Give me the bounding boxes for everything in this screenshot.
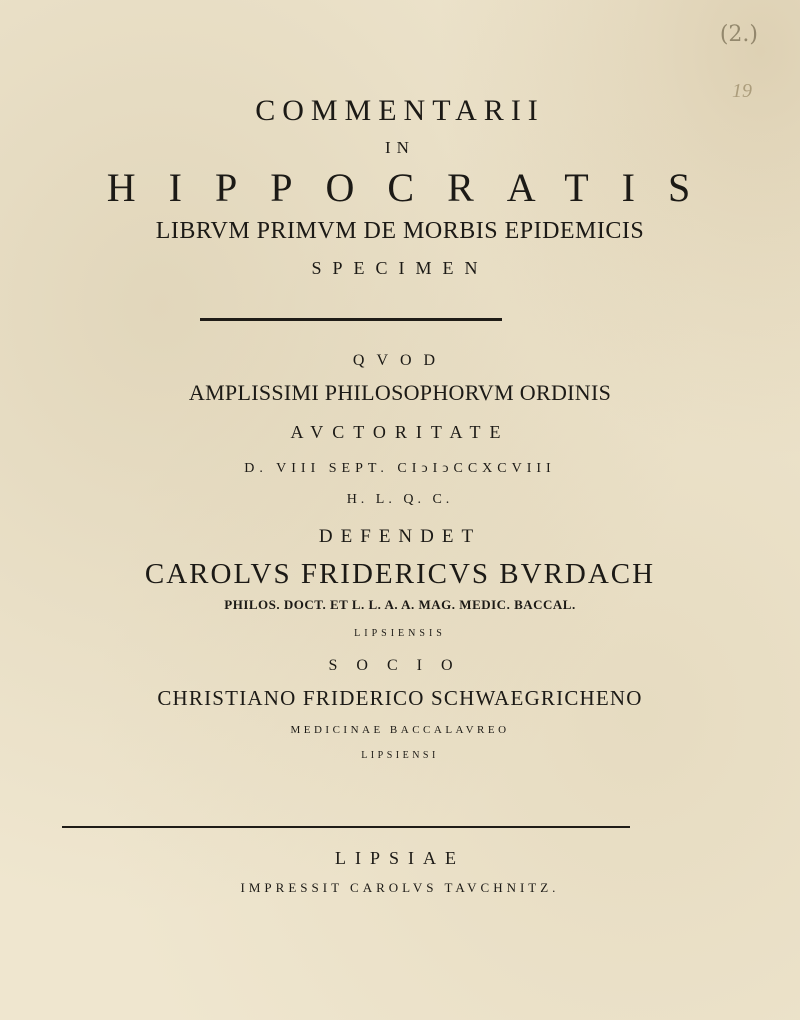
page-number-mark: 19 <box>732 80 752 102</box>
imprint-printer: IMPRESSIT CAROLVS TAVCHNITZ. <box>240 880 560 895</box>
ordinis-line: AMPLISSIMI PHILOSOPHORVM ORDINIS <box>188 380 612 405</box>
library-mark: (2.) <box>719 22 758 47</box>
author-city: LIPSIENSIS <box>354 628 446 639</box>
author-title: PHILOS. DOCT. ET L. L. A. A. MAG. MEDIC. BACCAL. <box>224 597 576 612</box>
defendet-line: DEFENDET <box>318 526 482 547</box>
title-specimen: SPECIMEN <box>311 258 489 278</box>
divider-top <box>200 318 502 321</box>
title-in: IN <box>385 138 415 157</box>
auctoritate-line: AVCTORITATE <box>290 422 510 442</box>
date-line: D. VIII SEPT. CIↄIↄCCXCVIII <box>244 461 556 476</box>
title-hippocratis: HIPPOCRATIS <box>106 165 724 210</box>
socius-name: CHRISTIANO FRIDERICO SCHWAEGRICHENO <box>157 686 643 710</box>
author-name: CAROLVS FRIDERICVS BVRDACH <box>144 558 656 590</box>
socius-city: LIPSIENSI <box>361 750 439 761</box>
hora-line: H. L. Q. C. <box>346 492 454 507</box>
title-librum: LIBRVM PRIMVM DE MORBIS EPIDEMICIS <box>155 218 645 244</box>
imprint-city: LIPSIAE <box>335 848 465 868</box>
socio-line: SOCIO <box>328 657 472 674</box>
divider-bottom <box>62 826 630 828</box>
title-commentarii: COMMENTARII <box>255 94 545 127</box>
quod-line: QVOD <box>352 352 448 369</box>
socius-title: MEDICINAE BACCALAVREO <box>290 724 510 736</box>
